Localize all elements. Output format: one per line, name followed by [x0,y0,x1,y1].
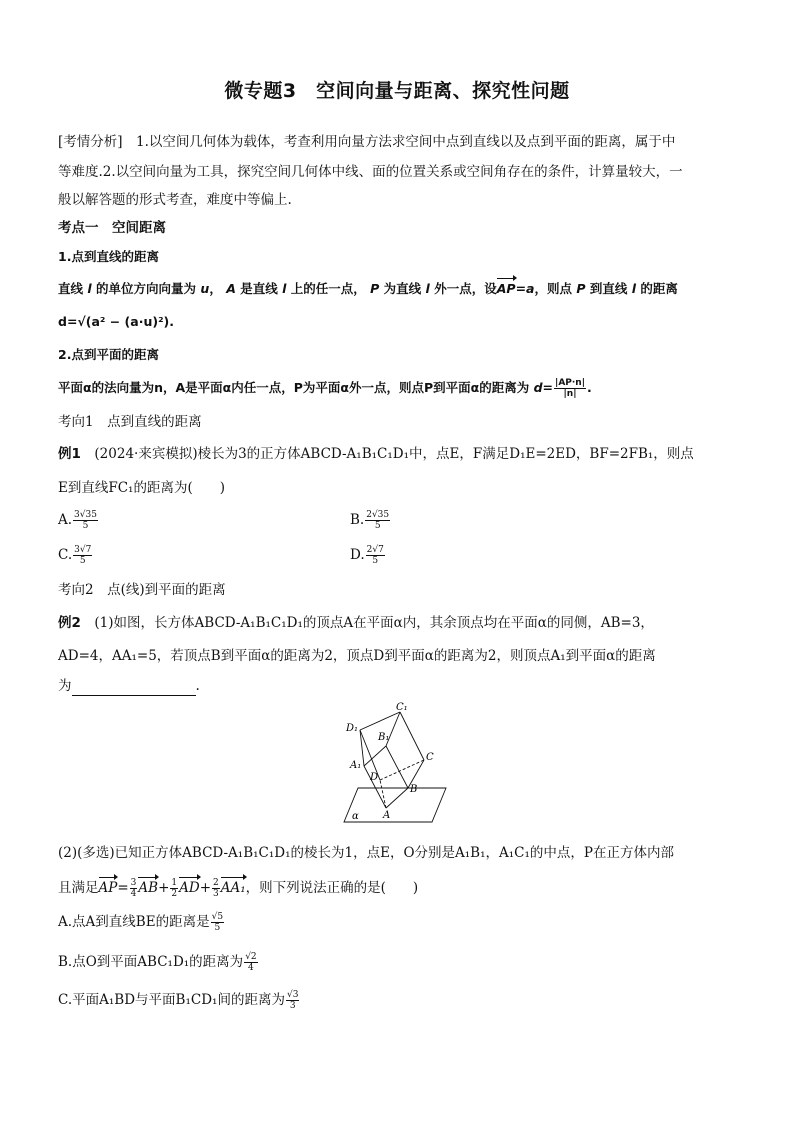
label-d: D [370,772,379,783]
example-1-options-ab [58,510,738,531]
kaoxiang-2-heading: 考向2 点(线)到平面的距离 [58,582,226,598]
label-d1: D₁ [346,723,359,734]
label-b: B [410,784,418,795]
label-b1: B₁ [378,732,390,743]
example-1-line-1: 例1 (2024·来宾模拟)棱长为3的正方体ABCD-A₁B₁C₁D₁中，点E，F满足D₁E=2ED，BF=2FB₁，则点 [58,446,694,462]
option-c[interactable]: C. $\frac{3√7}{5}$ [58,545,92,566]
option-d[interactable]: D. $\frac{2√7}{5}$ [350,545,384,566]
edge-ab [386,788,408,808]
kaodian-1-heading: 考点一 空间距离 [58,220,166,236]
sec2-definition: 平面α的法向量为n，A是平面α内任一点，P为平面α外一点，则点P到平面α的距离为 d= $\frac{|AP\cdot n|}{|n|}$ . [58,378,592,399]
edge-ad [380,780,386,808]
answer-blank[interactable] [72,681,196,696]
sec1-formula: d=√(a² − (a·u)²). [58,314,175,329]
example-2-line-2: AD=4，AA₁=5，若顶点B到平面α的距离为2，顶点D到平面α的距离为2，则顶点A₁到平面α的距离 [58,648,656,664]
option-b[interactable]: B. $\frac{2√35}{5}$ [350,510,390,531]
sec1-definition: 直线 l 的单位方向向量为 u， A 是直线 l 上的任一点， P 为直线 l 外一点，设AP=a，则点 P 到直线 l 的距离 [58,277,738,299]
edge-bb1 [386,746,408,788]
example-2-option-a[interactable]: A.点A到直线BE的距离是 $\frac{√5}{5}$ [58,912,224,933]
analysis-line-3: 般以解答题的形式考查，难度中等偏上. [58,192,292,208]
kaoxiang-1-heading: 考向1 点到直线的距离 [58,414,202,430]
example-2-line-3: 为 . [58,678,200,694]
example-2-part2-line-2: 且满足AP= $\frac{3}{4}$ AB+ $\frac{1}{2}$ AD+ $\frac{2}{3}$ AA₁，则下列说法正确的是( ) [58,878,419,899]
analysis-line-2: 等难度.2.以空间向量为工具，探究空间几何体中线、面的位置关系或空间角存在的条件，计算量较大，一 [58,164,683,180]
label-alpha: α [352,811,359,822]
example-2-option-b[interactable]: B.点O到平面ABC₁D₁的距离为 $\frac{√2}{4}$ [58,952,257,973]
sec1-heading: 1.点到直线的距离 [58,249,159,264]
label-c1: C₁ [396,702,408,713]
example-1-line-2: E到直线FC₁的距离为( ) [58,480,225,496]
edge-cc1 [400,712,424,760]
page-title: 微专题3 空间向量与距离、探究性问题 [224,80,570,102]
sec2-heading: 2.点到平面的距离 [58,347,159,362]
example-2-option-c[interactable]: C.平面A₁BD与平面B₁CD₁间的距离为 $\frac{√3}{3}$ [58,990,299,1011]
cuboid-figure [340,700,450,830]
example-2-part2-line-1: (2)(多选)已知正方体ABCD-A₁B₁C₁D₁的棱长为1，点E，O分别是A₁B₁，A₁C₁的中点，P在正方体内部 [58,845,675,861]
option-a[interactable]: A. $\frac{3√35}{5}$ [58,510,97,531]
label-a1: A₁ [350,760,362,771]
label-c: C [426,752,434,763]
example-2-line-1: 例2 (1)如图，长方体ABCD-A₁B₁C₁D₁的顶点A在平面α内，其余顶点均在平面α的同侧，AB=3， [58,615,654,631]
analysis-line-1: [考情分析] 1.以空间几何体为载体，考查利用向量方法求空间中点到直线以及点到平面的距离，属于中 [58,134,676,150]
plane-alpha [344,788,446,822]
example-1-options-cd [58,545,738,566]
label-a: A [383,810,391,821]
